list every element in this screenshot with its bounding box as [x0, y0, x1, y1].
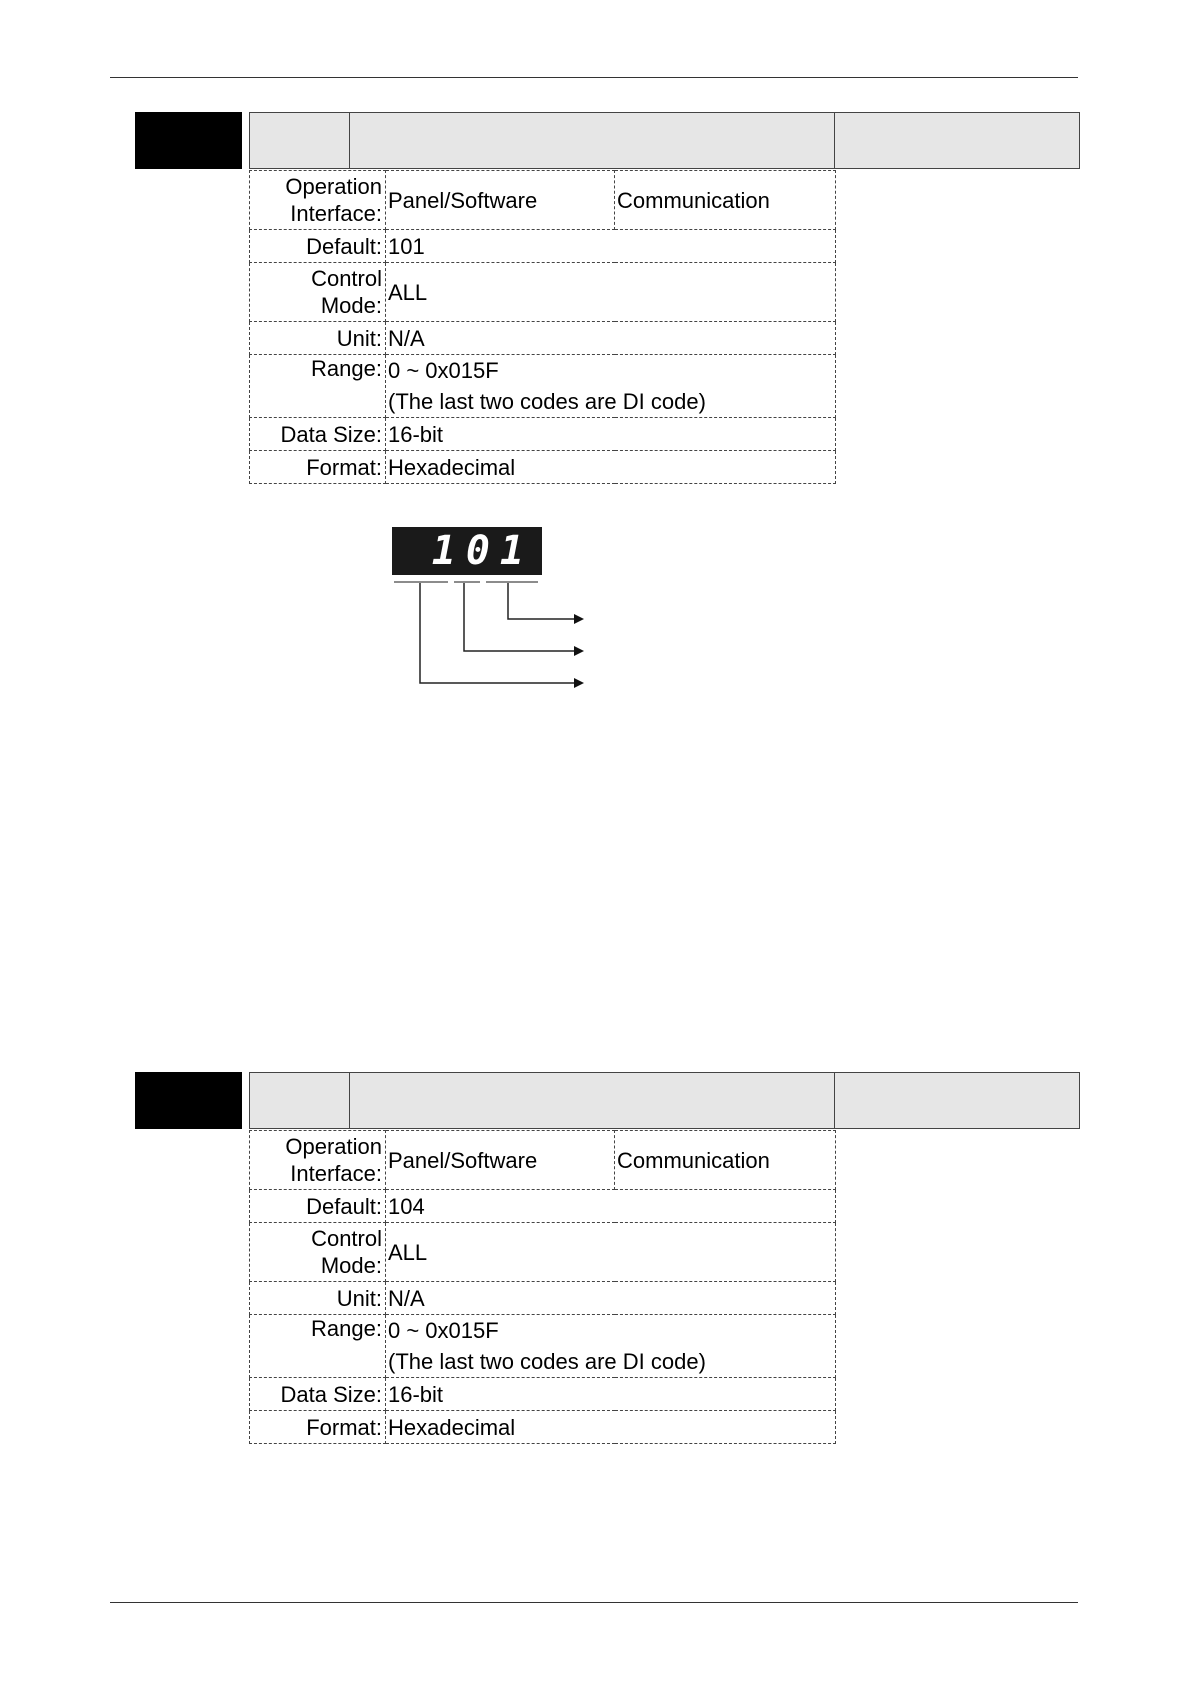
data-size-label: Data Size: — [250, 418, 386, 451]
communication-value: Communication — [615, 1131, 836, 1190]
default-label: Default: — [250, 1190, 386, 1223]
parameter-properties-table — [249, 1130, 836, 1444]
parameter-header — [249, 112, 1080, 169]
range-value-cell — [386, 1315, 836, 1378]
parameter-header — [249, 1072, 1080, 1129]
unit-value: N/A — [386, 1282, 836, 1315]
arrowhead-1 — [574, 614, 584, 624]
format-label: Format: — [250, 1411, 386, 1444]
control-mode-value: ALL — [386, 263, 836, 322]
data-size-label: Data Size: — [250, 1378, 386, 1411]
page-bottom-rule — [110, 1602, 1078, 1603]
seven-segment-diagram — [392, 527, 592, 697]
operation-interface-label: Operation Interface: — [250, 171, 386, 230]
panel-software-value: Panel/Software — [386, 171, 615, 230]
range-note: (The last two codes are DI code) — [388, 1349, 706, 1374]
format-label: Format: — [250, 451, 386, 484]
range-label: Range: — [250, 355, 386, 418]
range-note: (The last two codes are DI code) — [388, 389, 706, 414]
data-size-value: 16-bit — [386, 1378, 836, 1411]
parameter-properties-table — [249, 170, 836, 484]
unit-value: N/A — [386, 322, 836, 355]
page-top-rule — [110, 77, 1078, 78]
format-value: Hexadecimal — [386, 451, 836, 484]
parameter-code-tab — [135, 112, 242, 169]
range-value: 0 ~ 0x015F — [388, 358, 499, 383]
arrowhead-2 — [574, 646, 584, 656]
operation-interface-label: Operation Interface: — [250, 1131, 386, 1190]
arrow-high-digits — [420, 583, 574, 683]
digit-arrows — [392, 527, 592, 697]
format-value: Hexadecimal — [386, 1411, 836, 1444]
parameter-code-tab — [135, 1072, 242, 1129]
range-value: 0 ~ 0x015F — [388, 1318, 499, 1343]
arrow-low-digits — [508, 583, 574, 619]
default-value: 101 — [386, 230, 836, 263]
default-value: 104 — [386, 1190, 836, 1223]
range-label: Range: — [250, 1315, 386, 1378]
control-mode-label: Control Mode: — [250, 263, 386, 322]
arrowhead-3 — [574, 678, 584, 688]
control-mode-label: Control Mode: — [250, 1223, 386, 1282]
control-mode-value: ALL — [386, 1223, 836, 1282]
arrow-mid-digit — [464, 583, 574, 651]
range-value-cell — [386, 355, 836, 418]
default-label: Default: — [250, 230, 386, 263]
display-readout: 101 — [431, 528, 534, 574]
communication-value: Communication — [615, 171, 836, 230]
panel-software-value: Panel/Software — [386, 1131, 615, 1190]
data-size-value: 16-bit — [386, 418, 836, 451]
unit-label: Unit: — [250, 322, 386, 355]
unit-label: Unit: — [250, 1282, 386, 1315]
